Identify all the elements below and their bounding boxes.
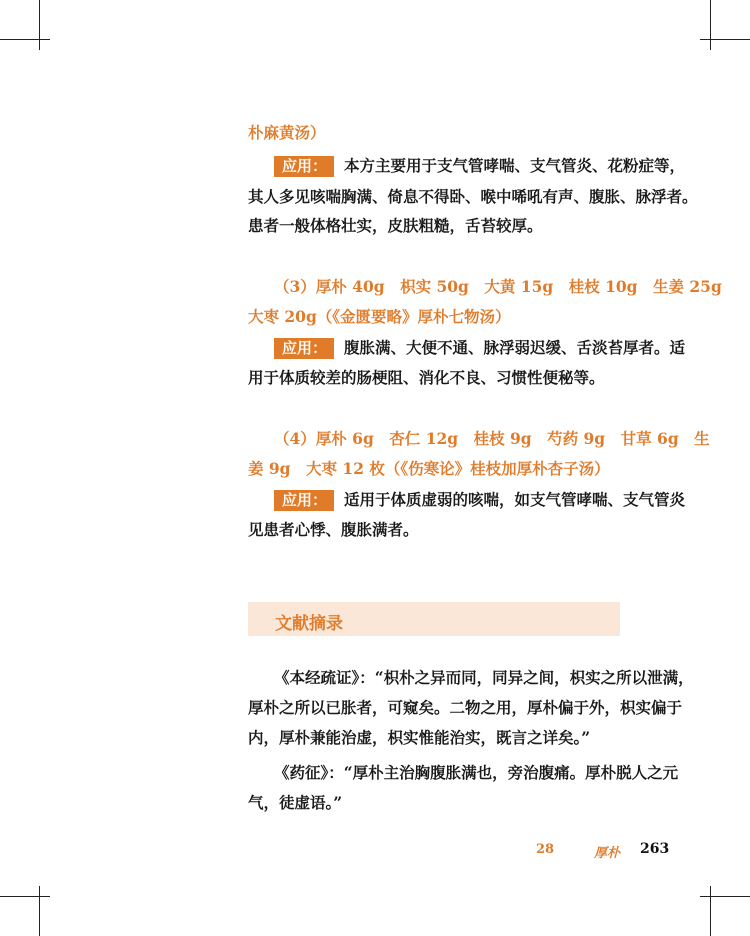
text-line: 用于体质较差的肠梗阻、消化不良、习惯性便秘等。 [248, 368, 605, 387]
crop-mark [0, 39, 50, 40]
application-paragraph-2 [274, 338, 686, 359]
formula-tail: 朴麻黄汤） [248, 123, 326, 142]
application-paragraph-3 [274, 490, 686, 511]
text-line: 适用于体质虚弱的咳喘，如支气管哮喘、支气管炎 [344, 490, 686, 509]
text-line: 其人多见咳喘胸满、倚息不得卧、喉中唏吼有声、腹胀、脉浮者。 [248, 187, 698, 206]
text-line: 腹胀满、大便不通、脉浮弱迟缓、舌淡苔厚者。适 [344, 338, 686, 357]
section-header [248, 602, 620, 636]
crop-mark [0, 896, 50, 897]
quote-line: 《药征》：“厚朴主治胸腹胀满也，旁治腹痛。厚朴脱人之元 [274, 763, 679, 782]
crop-mark [710, 0, 711, 50]
text-line: 见患者心悸、腹胀满者。 [248, 520, 419, 539]
quote-line: 气，徒虚语。” [248, 793, 343, 812]
formula-3-line-2: 大枣 20g（《金匮要略》厚朴七物汤） [248, 307, 511, 326]
crop-mark [39, 0, 40, 50]
formula-4-line-2: 姜 9g 大枣 12 枚（《伤寒论》桂枝加厚朴杏子汤） [248, 459, 610, 478]
application-paragraph-1 [274, 156, 686, 177]
quote-line: 内，厚朴兼能治虚，枳实惟能治实，既言之详矣。” [248, 728, 591, 747]
crop-mark [710, 886, 711, 936]
crop-mark [39, 886, 40, 936]
application-badge: 应用： [274, 156, 334, 177]
quote-line: 厚朴之所以已胀者，可窥矣。二物之用，厚朴偏于外，枳实偏于 [248, 698, 683, 717]
chapter-title: 厚朴 [594, 846, 621, 861]
page-number: 263 [640, 841, 670, 857]
formula-3-line-1: （3）厚朴 40g 枳实 50g 大黄 15g 桂枝 10g 生姜 25g [274, 277, 722, 296]
application-badge: 应用： [274, 338, 334, 359]
formula-4-line-1: （4）厚朴 6g 杏仁 12g 桂枝 9g 芍药 9g 甘草 6g 生 [274, 429, 710, 448]
text-line: 本方主要用于支气管哮喘、支气管炎、花粉症等， [344, 156, 686, 175]
chapter-number: 28 [536, 842, 555, 857]
crop-mark [700, 39, 750, 40]
quote-line: 《本经疏证》：“枳朴之异而同，同异之间，枳实之所以泄满， [274, 668, 694, 687]
crop-mark [700, 896, 750, 897]
section-title: 文献摘录 [275, 614, 343, 634]
application-badge: 应用： [274, 490, 334, 511]
text-line: 患者一般体格壮实，皮肤粗糙，舌苔较厚。 [248, 216, 543, 235]
